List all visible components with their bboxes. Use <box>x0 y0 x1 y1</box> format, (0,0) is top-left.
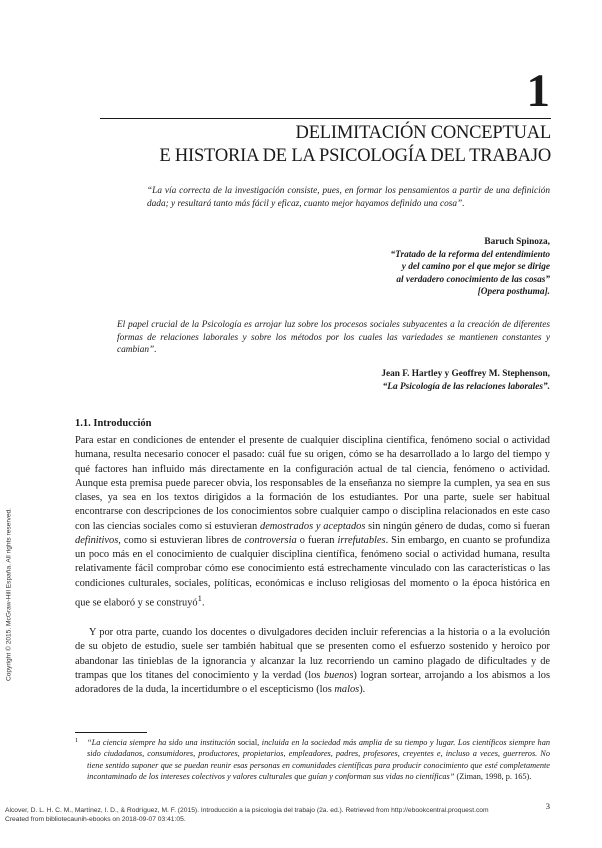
footnote-reference[interactable]: 1 <box>197 592 202 603</box>
chapter-title <box>100 122 551 168</box>
footnote-source: (Ziman, 1998, p. 165). <box>454 771 532 781</box>
footnote-quote-2: incluida en la sociedad más amplia de su tiempo y lugar. Los científicos siempre han sido ciudadanos, consumidores, productores, propietarios, empleadores, padres, profesores, creyentes e, incluso a veces, guerreros. No tiene sentido suponer que se puedan reunir esas personas en comunidades científicas para producir conocimiento que esté completamente incontaminado de los intereses colectivos y valores culturales que guían y conforman sus vidas no científicas” <box>87 738 551 781</box>
epigraph-1-author: Baruch Spinoza, <box>484 237 550 247</box>
p1-text-i: . Sin embargo, en cuanto se profundiza un poco más en el conocimiento de cualquier disciplina científica, fenómeno social o actividad humana, resulta relativamente fácil comprobar cómo ese conocimiento está estrechamente vinculado con las características o las condiciones culturales, sociales, políticas, económicas e incluso religiosas del momento o la época histórica en que se elaboró y se construyó <box>75 534 550 609</box>
p1-text-c: sin ningún género de dudas, como si fueran <box>365 520 550 532</box>
footnote-text-social: social, <box>235 738 262 747</box>
epigraph-1-work-line-4: [Opera posthuma]. <box>477 287 550 297</box>
p2-emphasis-malos: malos <box>334 684 360 695</box>
citation-line-1[interactable]: Alcover, D. L. H. C. M., Martínez, I. D., & Rodríguez, M. F. (2015). Introducción a la psicología del trabajo (2a. ed.). Retrieved from http://ebookcentral.proquest.com <box>5 807 489 814</box>
epigraph-2-author: Jean F. Hartley y Geoffrey M. Stephenson, <box>381 369 550 379</box>
section-heading: 1.1. Introducción <box>75 418 152 429</box>
epigraph-1-attribution <box>391 236 551 299</box>
p1-emphasis-definitivos: definitivos <box>75 534 119 546</box>
body-paragraph-1 <box>75 434 550 610</box>
p1-text-e: , como si estuvieran libres de <box>118 534 245 546</box>
body-paragraph-2 <box>75 626 550 697</box>
epigraph-1-quote: “La vía correcta de la investigación consiste, pues, en formar los pensamientos a partir de una definición dada; y resultará tanto más fácil y eficaz, cuanto mejor hayamos definido una cosa”. <box>147 186 550 209</box>
citation-line-2: Created from bibliotecaunih-ebooks on 2018-09-07 03:41:05. <box>5 815 186 823</box>
chapter-number: 1 <box>526 65 550 117</box>
ebook-citation <box>5 807 562 824</box>
p2-emphasis-buenos: buenos <box>323 669 354 681</box>
chapter-rule <box>100 118 551 119</box>
p2-text-c: ) logran sortear, arrojando a los abismos a los adoradores de la duda, la incertidumbre o el escepticismo (los <box>75 669 550 695</box>
epigraph-2-attribution <box>381 368 550 393</box>
p2-text-e: ). <box>359 684 366 695</box>
epigraph-1-work-line-2: y del camino por el que mejor se dirige <box>401 262 550 272</box>
margin-copyright-notice: Copyright © 2015. McGraw-Hill España. All rights reserved. <box>5 507 13 682</box>
footnote-mark: 1 <box>75 737 79 744</box>
chapter-title-line-1: DELIMITACIÓN CONCEPTUAL <box>295 123 551 143</box>
footnote-quote-1: “La ciencia siempre ha sido una institución <box>87 738 236 747</box>
p1-text-g: o fueran <box>296 534 338 546</box>
page-number: 3 <box>545 801 550 811</box>
epigraph-2-work: “La Psicología de las relaciones laborales”. <box>382 381 550 392</box>
epigraph-1-work-line-1: “Tratado de la reforma del entendimiento <box>390 249 550 260</box>
p1-emphasis-controversia: controversia <box>244 534 297 546</box>
p1-emphasis-demostrados: demostrados y aceptados <box>260 520 366 532</box>
p2-text-a: Y por otra parte, cuando los docentes o divulgadores deciden incluir referencias a la historia o a la evolución de su objeto de estudio, suele ser también habitual que se presenten como el esfuerzo sostenido y heroico por abandonar las tinieblas de la ignorancia y alcanzar la luz recorriendo un camino plagado de dificultades y de trampas que los titanes del conocimiento y la verdad (los <box>75 627 550 681</box>
epigraph-2-quote: El papel crucial de la Psicología es arrojar luz sobre los procesos sociales subyacentes a la creación de diferentes formas de relaciones laborales y sobre los métodos por los cuales las variedades se mantienen constantes y cambian”. <box>117 320 550 355</box>
p1-emphasis-irrefutables: irrefutables <box>337 534 386 546</box>
chapter-title-line-2: E HISTORIA DE LA PSICOLOGÍA DEL TRABAJO <box>159 146 551 166</box>
footnote-rule <box>75 732 147 733</box>
epigraph-1-work-line-3: al verdadero conocimiento de las cosas” <box>396 274 550 285</box>
p1-text-end: . <box>201 597 205 609</box>
footnote <box>75 737 550 782</box>
p1-text-a: Para estar en condiciones de entender el presente de cualquier disciplina científica, fenómeno social o actividad humana, resulta necesario conocer el pasado: cuál fue su origen, cómo se ha desarrollado a lo largo del tiempo y qué factores han influido más directamente en la configuración actual de tal ciencia, fenómeno o actividad. Aunque esta premisa puede parecer obvia, los responsables de la enseñanza no siempre la cumplen, ya sea en sus clases, ya sea en los textos dirigidos a la formación de los estudiantes. Por una parte, suele ser habitual encontrarse con descripciones de los conocimientos sobre cualquier campo o disciplina relacionados en este caso con las ciencias sociales como si estuvieran <box>75 435 550 532</box>
